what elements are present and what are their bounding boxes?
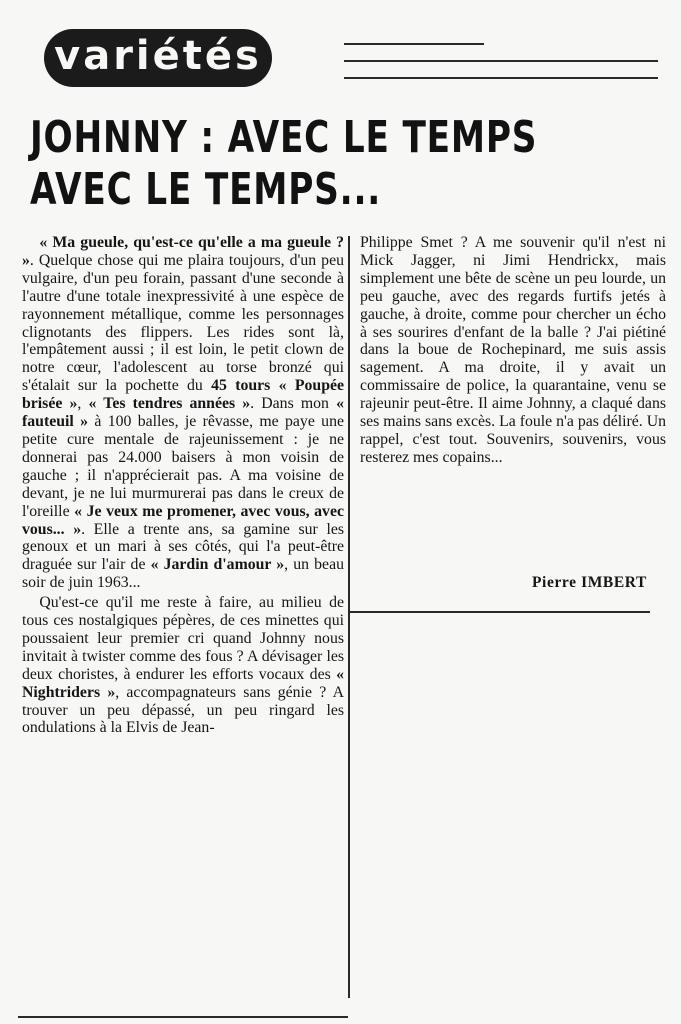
bold-phrase: « Nightriders » [22, 665, 344, 701]
article-paragraph: « Ma gueule, qu'est-ce qu'elle a ma gueule ? ». Quelque chose qui me plaira toujours, d'un peu vulgaire, d'un peu forain, passant d'une seconde à l'autre d'une totale inexpressivité à une espèce de rayonnement métallique, comme les personnages clignotants des flippers. Les rides sont là, l'empâtement aussi ; il est loin, le petit clown de notre cœur, l'adolescent au torse bronzé qui s'étalait sur la pochette du 45 tours « Poupée brisée », « Tes tendres années ». Dans mon « fauteuil » à 100 balles, je rêvasse, me paye une petite cure mentale de rajeunissement : je ne donnerai pas 24.000 baisers à mon voisin de gauche ; il n'apprécierait pas. A ma voisine de devant, je ne lui murmurerai pas dans le creux de l'oreille « Je veux me promener, avec vous, avec vous... ». Elle a trente ans, sa gamine sur les genoux et un mari à ses côtés, qui l'a peut-être draguée sur l'air de « Jardin d'amour », un beau soir de juin 1963... [22, 234, 345, 592]
section-badge [44, 29, 272, 87]
bold-phrase: « Poupée brisée » [22, 377, 345, 413]
header-rule-1 [344, 43, 484, 45]
article-column-right [360, 234, 666, 467]
footer-rule [18, 1016, 348, 1018]
article-paragraph: Philippe Smet ? A me souvenir qu'il n'est ni Mick Jagger, ni Jimi Hendrickx, mais simplement une bête de scène un peu lourde, un peu gauche, avec des regards furtifs jetés à gauche, à droite, comme pour chercher un écho à ses sourires d'enfant de la balle ? J'ai piétiné dans la boue de Rochepinard, me suis assis sagement. A ma droite, il y avait un commissaire de police, la quarantaine, venu se rajeunir peut-être. Il aime Johnny, a claqué dans ses mains sans excès. La foule n'a pas déliré. Un rappel, c'est tout. Souvenirs, souvenirs, vous resterez mes copains... [360, 234, 666, 466]
bold-phrase: « Jardin d'amour » [150, 556, 285, 574]
headline-line-1: JOHNNY : AVEC LE TEMPS [30, 112, 538, 163]
headline-line-2: AVEC LE TEMPS... [30, 164, 382, 215]
byline: Pierre IMBERT [531, 574, 647, 591]
bold-phrase: « Tes tendres années » [88, 395, 251, 413]
bold-phrase: « fauteuil » [22, 395, 344, 431]
section-label: variétés [54, 33, 262, 79]
bold-phrase: 45 tours [211, 377, 271, 395]
article-paragraph: Qu'est-ce qu'il me reste à faire, au milieu de tous ces nostalgiques pépères, de ces minettes qui poussaient leur premier cri quand Johnny nous invitait à twister comme des fous ? A dévisager les deux choristes, à endurer les efforts vocaux des « Nightriders », accompagnateurs sans génie ? A trouver un peu dépassé, un peu ringard les ondulations à la Elvis de Jean- [22, 594, 344, 737]
header-rule-3 [344, 77, 658, 79]
headline [30, 112, 537, 216]
divider-right [350, 611, 650, 613]
bold-phrase: « Ma gueule, qu'est-ce qu'elle a ma gueule ? » [22, 234, 344, 269]
article-column-left [22, 234, 344, 737]
column-divider [348, 236, 350, 998]
bold-phrase: « Je veux me promener, avec vous, avec vous... » [22, 502, 344, 538]
header-rule-2 [344, 60, 658, 62]
